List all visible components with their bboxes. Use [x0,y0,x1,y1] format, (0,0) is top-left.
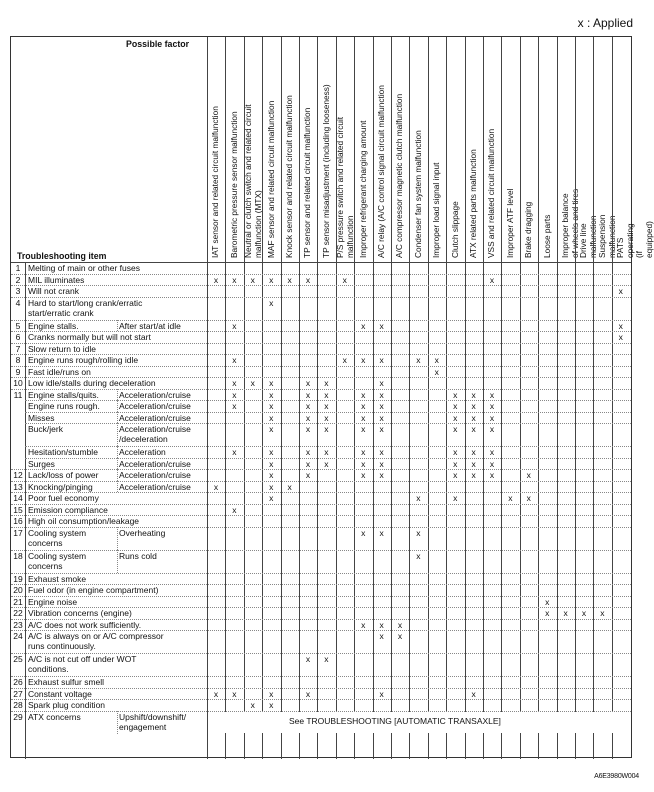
row-number: 27 [13,688,23,699]
row-condition: Acceleration/cruise [119,458,191,469]
applied-mark: x [269,401,274,411]
applied-mark: x [600,608,605,618]
applied-mark: x [269,458,274,469]
applied-mark: x [416,550,421,561]
applied-mark: x [489,401,495,411]
applied-mark: x [434,366,439,377]
applied-mark: x [489,458,495,469]
applied-mark: x [232,504,237,515]
applied-mark: x [489,274,495,285]
row-divider [11,481,631,482]
applied-mark: x [453,412,458,423]
condition-divider [117,527,118,550]
applied-mark: x [379,412,384,423]
applied-mark: x [305,378,311,388]
applied-mark: x [269,389,274,400]
factor-label: Condenser fan system malfunction [412,130,423,258]
applied-mark: x [471,447,476,457]
applied-mark: x [618,320,623,331]
applied-mark: x [361,401,366,411]
row-item: Melting of main or other fuses [28,263,140,273]
condition-divider [117,550,118,573]
applied-mark: x [269,688,274,699]
applied-mark: x [526,470,531,480]
factor-column-line [520,37,521,759]
condition-divider [117,389,118,401]
applied-mark: x [269,481,274,492]
applied-mark: x [305,654,311,664]
applied-mark: x [581,608,587,618]
applied-mark: x [453,447,458,457]
row-divider [11,285,631,286]
factor-label: Clutch slippage [449,201,460,258]
applied-mark: x [453,401,458,411]
row-item: Engine runs rough. [28,401,100,411]
row-number: 11 [13,389,23,400]
number-column-line [25,262,26,759]
row-item: Cooling system concerns [28,527,87,548]
condition-divider [117,469,118,481]
row-divider [11,527,631,528]
factor-column-line [538,37,539,759]
factor-column-line [612,37,613,759]
applied-mark: x [361,447,366,457]
applied-mark: x [305,458,311,469]
row-item: Fuel odor (in engine compartment) [28,585,159,595]
applied-mark: x [305,688,311,699]
applied-mark: x [305,412,311,423]
row-number: 16 [13,516,23,526]
applied-mark: x [471,412,476,423]
applied-mark: x [379,424,384,434]
factor-label: IAT sensor and related circuit malfunction [210,106,221,258]
row-item: Hesitation/stumble [28,447,98,457]
applied-mark: x [287,274,292,285]
applied-mark: x [324,424,329,434]
applied-mark: x [489,389,495,400]
possible-factor-header: Possible factor [126,39,190,49]
row-divider [11,320,631,321]
row-divider [11,492,631,493]
factor-column-line [281,37,282,759]
factor-column-line [409,37,410,759]
row-number: 26 [13,677,23,687]
factor-label: Brake dragging [523,201,534,258]
row-number: 12 [13,470,23,480]
row-number: 1 [15,263,21,273]
applied-mark: x [453,458,458,469]
row-item: A/C does not work sufficiently. [28,619,142,630]
row-item: Hard to start/long crank/erratic start/erratic crank [28,297,143,318]
applied-mark: x [305,401,311,411]
condition-divider [117,400,118,412]
row-item: Misses [28,412,55,423]
factor-column-line [391,37,392,759]
row-item: Poor fuel economy [28,493,99,503]
applied-mark: x [489,470,495,480]
factor-column-line [575,37,576,759]
applied-mark: x [232,389,237,400]
applied-mark: x [563,608,568,618]
applied-mark: x [379,619,384,630]
row-item: Cooling system concerns [28,550,87,571]
applied-mark: x [397,619,403,630]
applied-mark: x [269,424,274,434]
applied-mark: x [324,458,329,469]
applied-mark: x [269,700,274,710]
applied-mark: x [379,688,384,699]
row-number: 22 [13,608,23,618]
factor-label: Drive line malfunction [578,215,598,258]
applied-mark: x [379,447,384,457]
factor-label: P/S pressure switch and related circuit malfunction [334,116,354,258]
applied-mark: x [232,274,237,285]
applied-mark: x [250,700,255,710]
applied-mark: x [305,470,311,480]
row-number: 15 [13,504,23,515]
row-number: 13 [13,481,23,492]
applied-mark: x [618,332,623,342]
applied-mark: x [269,493,274,503]
row-number: 20 [13,585,23,595]
row-number: 8 [15,355,21,365]
factor-column-line [501,37,502,759]
factor-label: Improper balance of wheels and tires [560,188,580,258]
row-item: Low idle/stalls during deceleration [28,378,156,388]
row-divider [11,550,631,551]
factor-column-line [207,37,208,759]
factor-label: A/C compressor magnetic clutch malfunction [394,93,405,258]
row-item: Exhaust sulfur smell [28,677,105,687]
applied-mark: x [361,355,366,365]
atx-note: See TROUBLESHOOTING [AUTOMATIC TRANSAXLE] [289,715,501,726]
factor-label: Loose parts [541,214,552,258]
applied-mark: x [434,355,439,365]
row-number: 3 [15,286,21,296]
applied-mark: x [379,527,384,538]
applied-mark: x [269,470,274,480]
row-number: 2 [15,274,21,285]
row-item: Will not crank [28,286,80,296]
applied-mark: x [232,320,237,331]
factor-label: TP sensor misadjustment (including looseness) [320,84,331,258]
factor-label: Improper ATF level [504,188,515,258]
applied-mark: x [379,355,384,365]
applied-mark: x [379,401,384,411]
row-number: 4 [15,297,21,308]
factor-label: Knock sensor and related circuit malfunction [284,95,295,258]
factor-label: Barometric pressure sensor malfunction [228,111,239,258]
condition-divider [117,446,118,458]
factor-label: ATX related parts malfunction [468,149,479,258]
applied-mark: x [379,389,384,400]
applied-mark: x [287,481,292,492]
row-item: Surges [28,458,55,469]
row-item: Emission compliance [28,504,108,515]
row-condition: After start/at idle [119,320,181,331]
factor-label: Neutral or clutch switch and related circuit malfunction (MTX) [242,104,262,258]
applied-mark: x [526,493,531,503]
applied-mark: x [232,355,237,365]
applied-mark: x [471,389,476,400]
applied-mark: x [361,412,366,423]
applied-mark: x [269,412,274,423]
applied-mark: x [213,688,219,699]
row-item: A/C is always on or A/C compressor runs continuously. [28,631,164,651]
row-item: ATX concerns [28,711,81,722]
applied-mark: x [397,631,403,641]
applied-mark: x [489,412,495,423]
applied-mark: x [471,424,476,434]
row-item: Fast idle/runs on [28,366,91,377]
row-item: Constant voltage [28,688,92,699]
troubleshooting-item-header: Troubleshooting item [17,251,107,261]
row-condition: Upshift/downshift/ engagement [119,711,187,732]
row-number: 14 [13,493,23,503]
applied-mark: x [232,401,237,411]
row-item: Vibration concerns (engine) [28,608,132,618]
applied-mark: x [361,470,366,480]
row-item: Knocking/pinging [28,481,93,492]
row-divider [11,274,631,275]
row-condition: Runs cold [119,550,157,561]
factor-label: Suspension malfunction [596,214,617,258]
factor-column-line [557,37,558,759]
row-number: 7 [15,343,21,354]
row-condition: Acceleration/cruise [119,389,191,400]
applied-mark: x [269,447,274,457]
applied-mark: x [361,320,366,331]
row-number: 28 [13,700,23,710]
applied-mark: x [305,447,311,457]
row-number: 25 [13,654,23,664]
applied-mark: x [361,424,366,434]
row-number: 18 [13,550,23,561]
condition-divider [117,423,118,446]
factor-label: A/C relay (A/C control signal circuit malfunction [376,85,387,258]
row-item: Engine noise [28,596,78,607]
applied-mark: x [471,470,476,480]
row-item: Engine stalls. [28,320,79,331]
condition-divider [117,412,118,424]
applied-mark: x [361,619,366,630]
applied-mark: x [305,274,311,285]
row-divider [11,366,631,367]
applied-mark: x [489,424,495,434]
row-number: 29 [13,711,23,722]
applied-mark: x [232,447,237,457]
applied-mark: x [324,378,329,388]
row-item: Engine stalls/quits. [28,389,99,400]
applied-mark: x [342,355,347,365]
applied-mark: x [471,458,476,469]
factor-label: PATS operating (if equipped) [615,221,654,258]
row-number: 21 [13,596,23,607]
condition-divider [117,711,118,734]
row-condition: Acceleration/cruise [119,401,191,411]
applied-mark: x [213,274,219,285]
applied-mark: x [508,493,513,503]
applied-mark: x [379,378,384,388]
applied-mark: x [453,493,458,503]
row-number: 23 [13,619,23,630]
row-number: 19 [13,573,23,584]
factor-label: VSS and related circuit malfunction [486,128,497,258]
row-item: Lack/loss of power [28,470,99,480]
row-condition: Acceleration/cruise [119,412,191,423]
applied-mark: x [471,688,476,699]
condition-divider [117,481,118,493]
applied-mark: x [471,401,476,411]
applied-mark: x [305,389,311,400]
applied-mark: x [453,470,458,480]
applied-mark: x [379,458,384,469]
row-number: 10 [13,378,23,388]
applied-mark: x [489,447,495,457]
applied-mark: x [453,389,458,400]
applied-mark: x [545,608,550,618]
applied-mark: x [379,320,384,331]
applied-mark: x [324,389,329,400]
applied-mark: x [232,688,237,699]
applied-mark: x [250,274,255,285]
applied-mark: x [618,286,623,296]
row-item: MIL illuminates [28,274,85,285]
applied-mark: x [269,378,274,388]
applied-mark: x [416,527,421,538]
condition-divider [117,458,118,470]
row-number: 6 [15,332,21,342]
applied-mark: x [269,297,274,308]
row-condition: Acceleration/cruise /deceleration [119,424,191,444]
applied-mark: x [361,527,366,538]
row-divider [11,688,631,689]
applied-mark: x [545,596,550,607]
factor-column-line [428,37,429,759]
condition-divider [117,320,118,332]
applied-mark: x [342,274,347,285]
factor-label: TP sensor and related circuit malfunction [302,107,313,258]
applied-mark: x [453,424,458,434]
applied-mark: x [416,355,421,365]
figure-code: A6E3980W004 [594,773,639,780]
row-condition: Acceleration [119,447,166,457]
applied-mark: x [416,493,421,503]
factor-label: MAF sensor and related circuit malfunction [265,100,276,258]
row-item: Cranks normally but will not start [28,332,151,342]
row-divider [11,469,631,470]
row-item: High oil consumption/leakage [28,516,140,526]
applied-mark: x [324,654,329,664]
applied-mark: x [324,447,329,457]
row-item: Exhaust smoke [28,573,87,584]
row-item: Engine runs rough/rolling idle [28,355,139,365]
applied-mark: x [324,412,329,423]
applied-mark: x [379,470,384,480]
applied-mark: x [269,274,274,285]
factor-label: Improper refrigerant charging amount [357,120,368,258]
legend: x : Applied [577,16,633,30]
row-number: 9 [15,366,21,377]
applied-mark: x [379,631,384,641]
row-condition: Acceleration/cruise [119,481,191,492]
applied-mark: x [305,424,311,434]
applied-mark: x [324,401,329,411]
applied-mark: x [213,481,219,492]
row-item: Slow return to idle [28,343,97,354]
row-divider [11,343,631,344]
applied-mark: x [361,389,366,400]
row-item: Spark plug condition [28,700,106,710]
row-number: 24 [13,631,23,641]
troubleshooting-table [10,36,654,758]
row-number: 5 [15,320,21,331]
row-item: A/C is not cut off under WOT conditions. [28,654,137,674]
row-condition: Overheating [119,527,166,538]
applied-mark: x [361,458,366,469]
row-number: 17 [13,527,23,538]
factor-label: Improper load signal input [431,162,442,258]
factor-column-line [593,37,594,759]
row-divider [11,573,631,574]
applied-mark: x [250,378,255,388]
applied-mark: x [232,378,237,388]
row-condition: Acceleration/cruise [119,470,191,480]
row-item: Buck/jerk [28,424,63,434]
